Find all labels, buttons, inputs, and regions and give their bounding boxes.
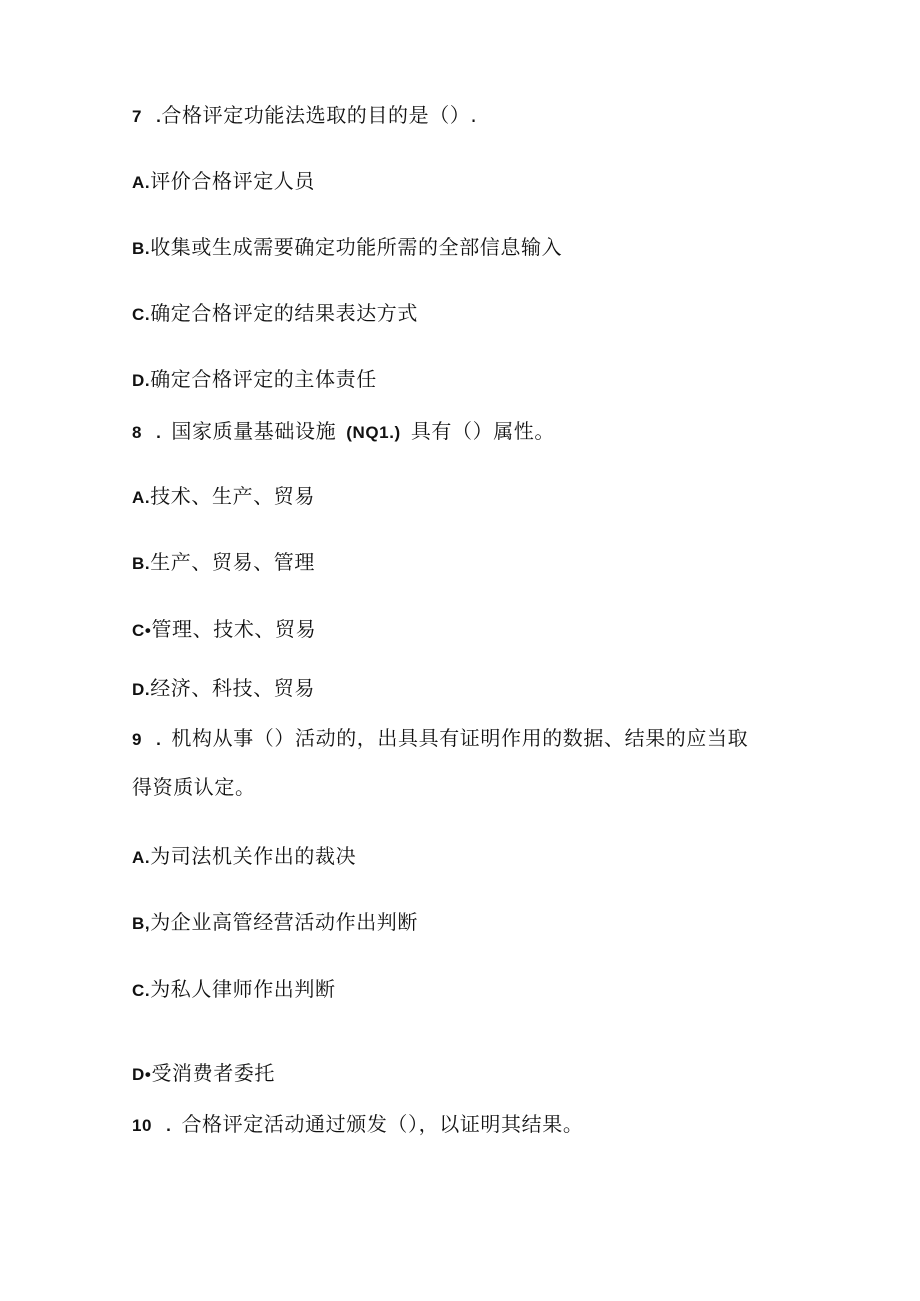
option-text: 管理、技术、贸易	[151, 617, 317, 641]
option-9d	[132, 1059, 275, 1089]
question-abbreviation: (NQ1.)	[346, 423, 401, 442]
question-9-continued	[132, 773, 256, 801]
option-mark: B.	[132, 554, 151, 573]
question-text-line2: 得资质认定。	[132, 775, 256, 799]
question-text: 机构从事（）活动的，出具具有证明作用的数据、结果的应当取	[171, 726, 749, 750]
option-text: 生产、贸易、管理	[150, 550, 316, 574]
option-mark: D.	[132, 371, 151, 390]
option-8a	[132, 482, 315, 512]
option-text: 确定合格评定的主体责任	[150, 367, 377, 391]
question-lead: .	[156, 730, 162, 749]
question-8	[132, 417, 555, 447]
option-text: 为私人律师作出判断	[150, 977, 336, 1001]
option-mark: C.	[132, 305, 151, 324]
question-text: 国家质量基础设施	[171, 419, 337, 443]
option-8c	[132, 615, 316, 645]
option-text: 确定合格评定的结果表达方式	[150, 301, 419, 325]
option-8d	[132, 674, 315, 704]
option-text: 为司法机关作出的裁决	[150, 844, 357, 868]
option-text: 受消费者委托	[151, 1061, 276, 1085]
option-8b	[132, 548, 315, 578]
question-number: 7	[132, 107, 143, 126]
option-mark: D•	[132, 1065, 152, 1084]
option-text: 收集或生成需要确定功能所需的全部信息输入	[150, 235, 563, 259]
option-9c	[132, 975, 336, 1005]
option-9b	[132, 908, 418, 938]
question-lead: .	[166, 1116, 172, 1135]
option-text: 经济、科技、贸易	[150, 676, 316, 700]
option-7a	[132, 167, 315, 197]
option-7c	[132, 299, 418, 329]
question-lead: .	[156, 107, 162, 126]
option-7b	[132, 233, 562, 263]
question-text: 合格评定功能法选取的目的是（）.	[161, 103, 478, 127]
option-mark: A.	[132, 173, 151, 192]
option-text: 评价合格评定人员	[150, 169, 316, 193]
question-10	[132, 1110, 583, 1140]
question-7	[132, 101, 477, 131]
question-9	[132, 724, 748, 754]
option-mark: B,	[132, 914, 151, 933]
question-lead: .	[156, 423, 162, 442]
option-7d	[132, 365, 377, 395]
option-mark: B.	[132, 239, 151, 258]
question-text: 合格评定活动通过颁发（），以证明其结果。	[181, 1112, 584, 1136]
option-text: 为企业高管经营活动作出判断	[150, 910, 419, 934]
question-text-end: 具有（）属性。	[410, 419, 556, 443]
option-mark: C•	[132, 621, 152, 640]
option-mark: A.	[132, 848, 151, 867]
question-number: 10	[132, 1116, 153, 1135]
option-mark: A.	[132, 488, 151, 507]
question-number: 9	[132, 730, 143, 749]
question-number: 8	[132, 423, 143, 442]
option-9a	[132, 842, 356, 872]
option-mark: D.	[132, 680, 151, 699]
option-text: 技术、生产、贸易	[150, 484, 316, 508]
option-mark: C.	[132, 981, 151, 1000]
